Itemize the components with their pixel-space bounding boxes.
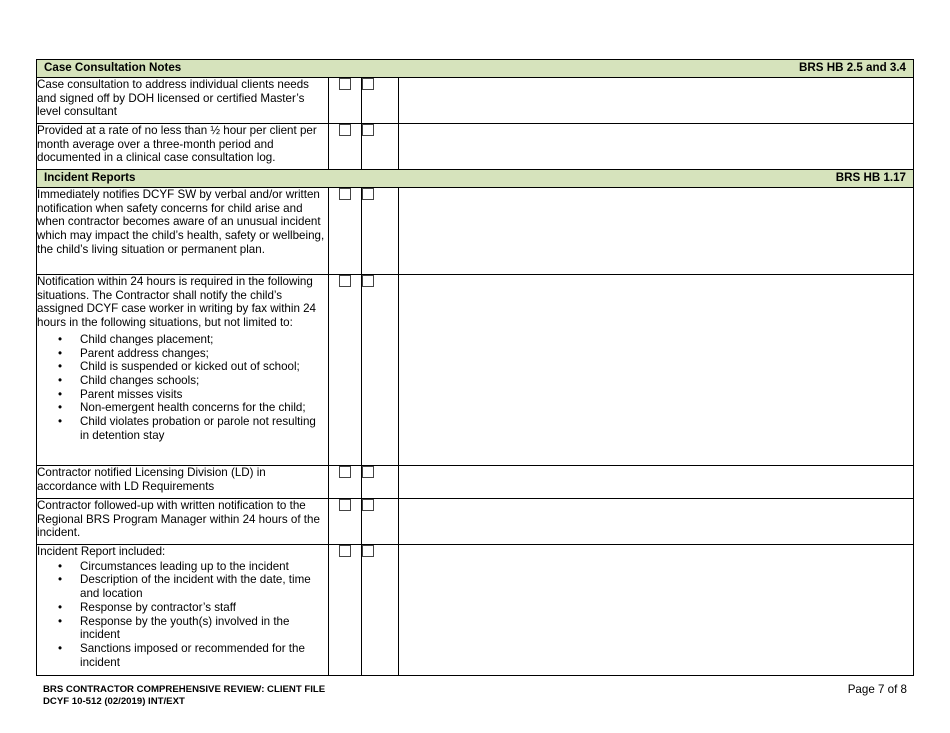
yes-checkbox[interactable] — [339, 124, 351, 136]
table-row — [37, 188, 914, 275]
no-checkbox[interactable] — [362, 124, 374, 136]
review-table — [36, 59, 914, 676]
yes-checkbox[interactable] — [339, 466, 351, 478]
footer-form-number: DCYF 10-512 (02/2019) INT/EXT — [43, 696, 185, 707]
table-row — [37, 275, 914, 466]
comments-cell[interactable] — [399, 124, 914, 170]
section-reference: BRS HB 2.5 and 3.4 — [799, 61, 906, 74]
yes-checkbox[interactable] — [339, 545, 351, 557]
requirement-text: Case consultation to address individual clients needs and signed off by DOH licensed or certified Master’s level consultant — [37, 78, 329, 124]
section-header-case-consultation — [37, 60, 914, 78]
table-row — [37, 499, 914, 545]
list-item: • Child changes placement; — [80, 333, 328, 347]
bullet-list — [37, 333, 328, 443]
list-item: • Child violates probation or parole not resulting in detention stay — [80, 415, 328, 442]
no-checkbox[interactable] — [362, 499, 374, 511]
table-row — [37, 78, 914, 124]
page-number: Page 7 of 8 — [847, 683, 907, 696]
requirement-text: Notification within 24 hours is required in the following situations. The Contractor shall notify the child’s assigned DCYF case worker in writing by fax within 24 hours in the following situations, but not limited to: — [37, 275, 317, 330]
no-checkbox[interactable] — [362, 275, 374, 287]
requirement-cell — [37, 545, 329, 676]
yes-checkbox[interactable] — [339, 188, 351, 200]
footer-form-title: BRS CONTRACTOR COMPREHENSIVE REVIEW: CLIENT FILE — [43, 684, 326, 695]
section-title: Case Consultation Notes — [44, 61, 182, 74]
list-item: • Child changes schools; — [80, 374, 328, 388]
list-item: • Child is suspended or kicked out of school; — [80, 360, 328, 374]
requirement-text: Contractor followed-up with written notification to the Regional BRS Program Manager within 24 hours of the incident. — [37, 499, 329, 545]
comments-cell[interactable] — [399, 466, 914, 499]
table-row — [37, 545, 914, 676]
comments-cell[interactable] — [399, 275, 914, 466]
requirement-text: Provided at a rate of no less than ½ hour per client per month average over a three-month period and documented in a clinical case consultation log. — [37, 124, 329, 170]
comments-cell[interactable] — [399, 78, 914, 124]
yes-checkbox[interactable] — [339, 275, 351, 287]
section-header-incident-reports — [37, 170, 914, 188]
yes-checkbox[interactable] — [339, 78, 351, 90]
section-reference: BRS HB 1.17 — [835, 171, 906, 184]
comments-cell[interactable] — [399, 499, 914, 545]
list-item: • Response by contractor’s staff — [80, 601, 328, 615]
section-title: Incident Reports — [44, 171, 136, 184]
comments-cell[interactable] — [399, 545, 914, 676]
footer-form-info — [43, 684, 325, 708]
list-item: • Parent misses visits — [80, 388, 328, 402]
comments-cell[interactable] — [399, 188, 914, 275]
list-item: • Description of the incident with the date, time and location — [80, 573, 328, 600]
table-row — [37, 466, 914, 499]
no-checkbox[interactable] — [362, 188, 374, 200]
yes-checkbox[interactable] — [339, 499, 351, 511]
list-item: • Sanctions imposed or recommended for the incident — [80, 642, 328, 669]
list-item: • Response by the youth(s) involved in the incident — [80, 615, 328, 642]
bullet-list — [37, 560, 328, 670]
no-checkbox[interactable] — [362, 466, 374, 478]
table-row — [37, 124, 914, 170]
list-item: • Non-emergent health concerns for the child; — [80, 401, 328, 415]
requirement-text: Immediately notifies DCYF SW by verbal and/or written notification when safety concerns for child arise and when contractor becomes aware of an unusual incident which may impact the child’s health, safety or wellbeing, the child’s living situation or permanent plan. — [37, 188, 329, 275]
no-checkbox[interactable] — [362, 78, 374, 90]
requirement-cell — [37, 275, 329, 466]
requirement-text: Incident Report included: — [37, 545, 166, 558]
requirement-text: Contractor notified Licensing Division (LD) in accordance with LD Requirements — [37, 466, 329, 499]
no-checkbox[interactable] — [362, 545, 374, 557]
list-item: • Parent address changes; — [80, 347, 328, 361]
list-item: • Circumstances leading up to the incident — [80, 560, 328, 574]
